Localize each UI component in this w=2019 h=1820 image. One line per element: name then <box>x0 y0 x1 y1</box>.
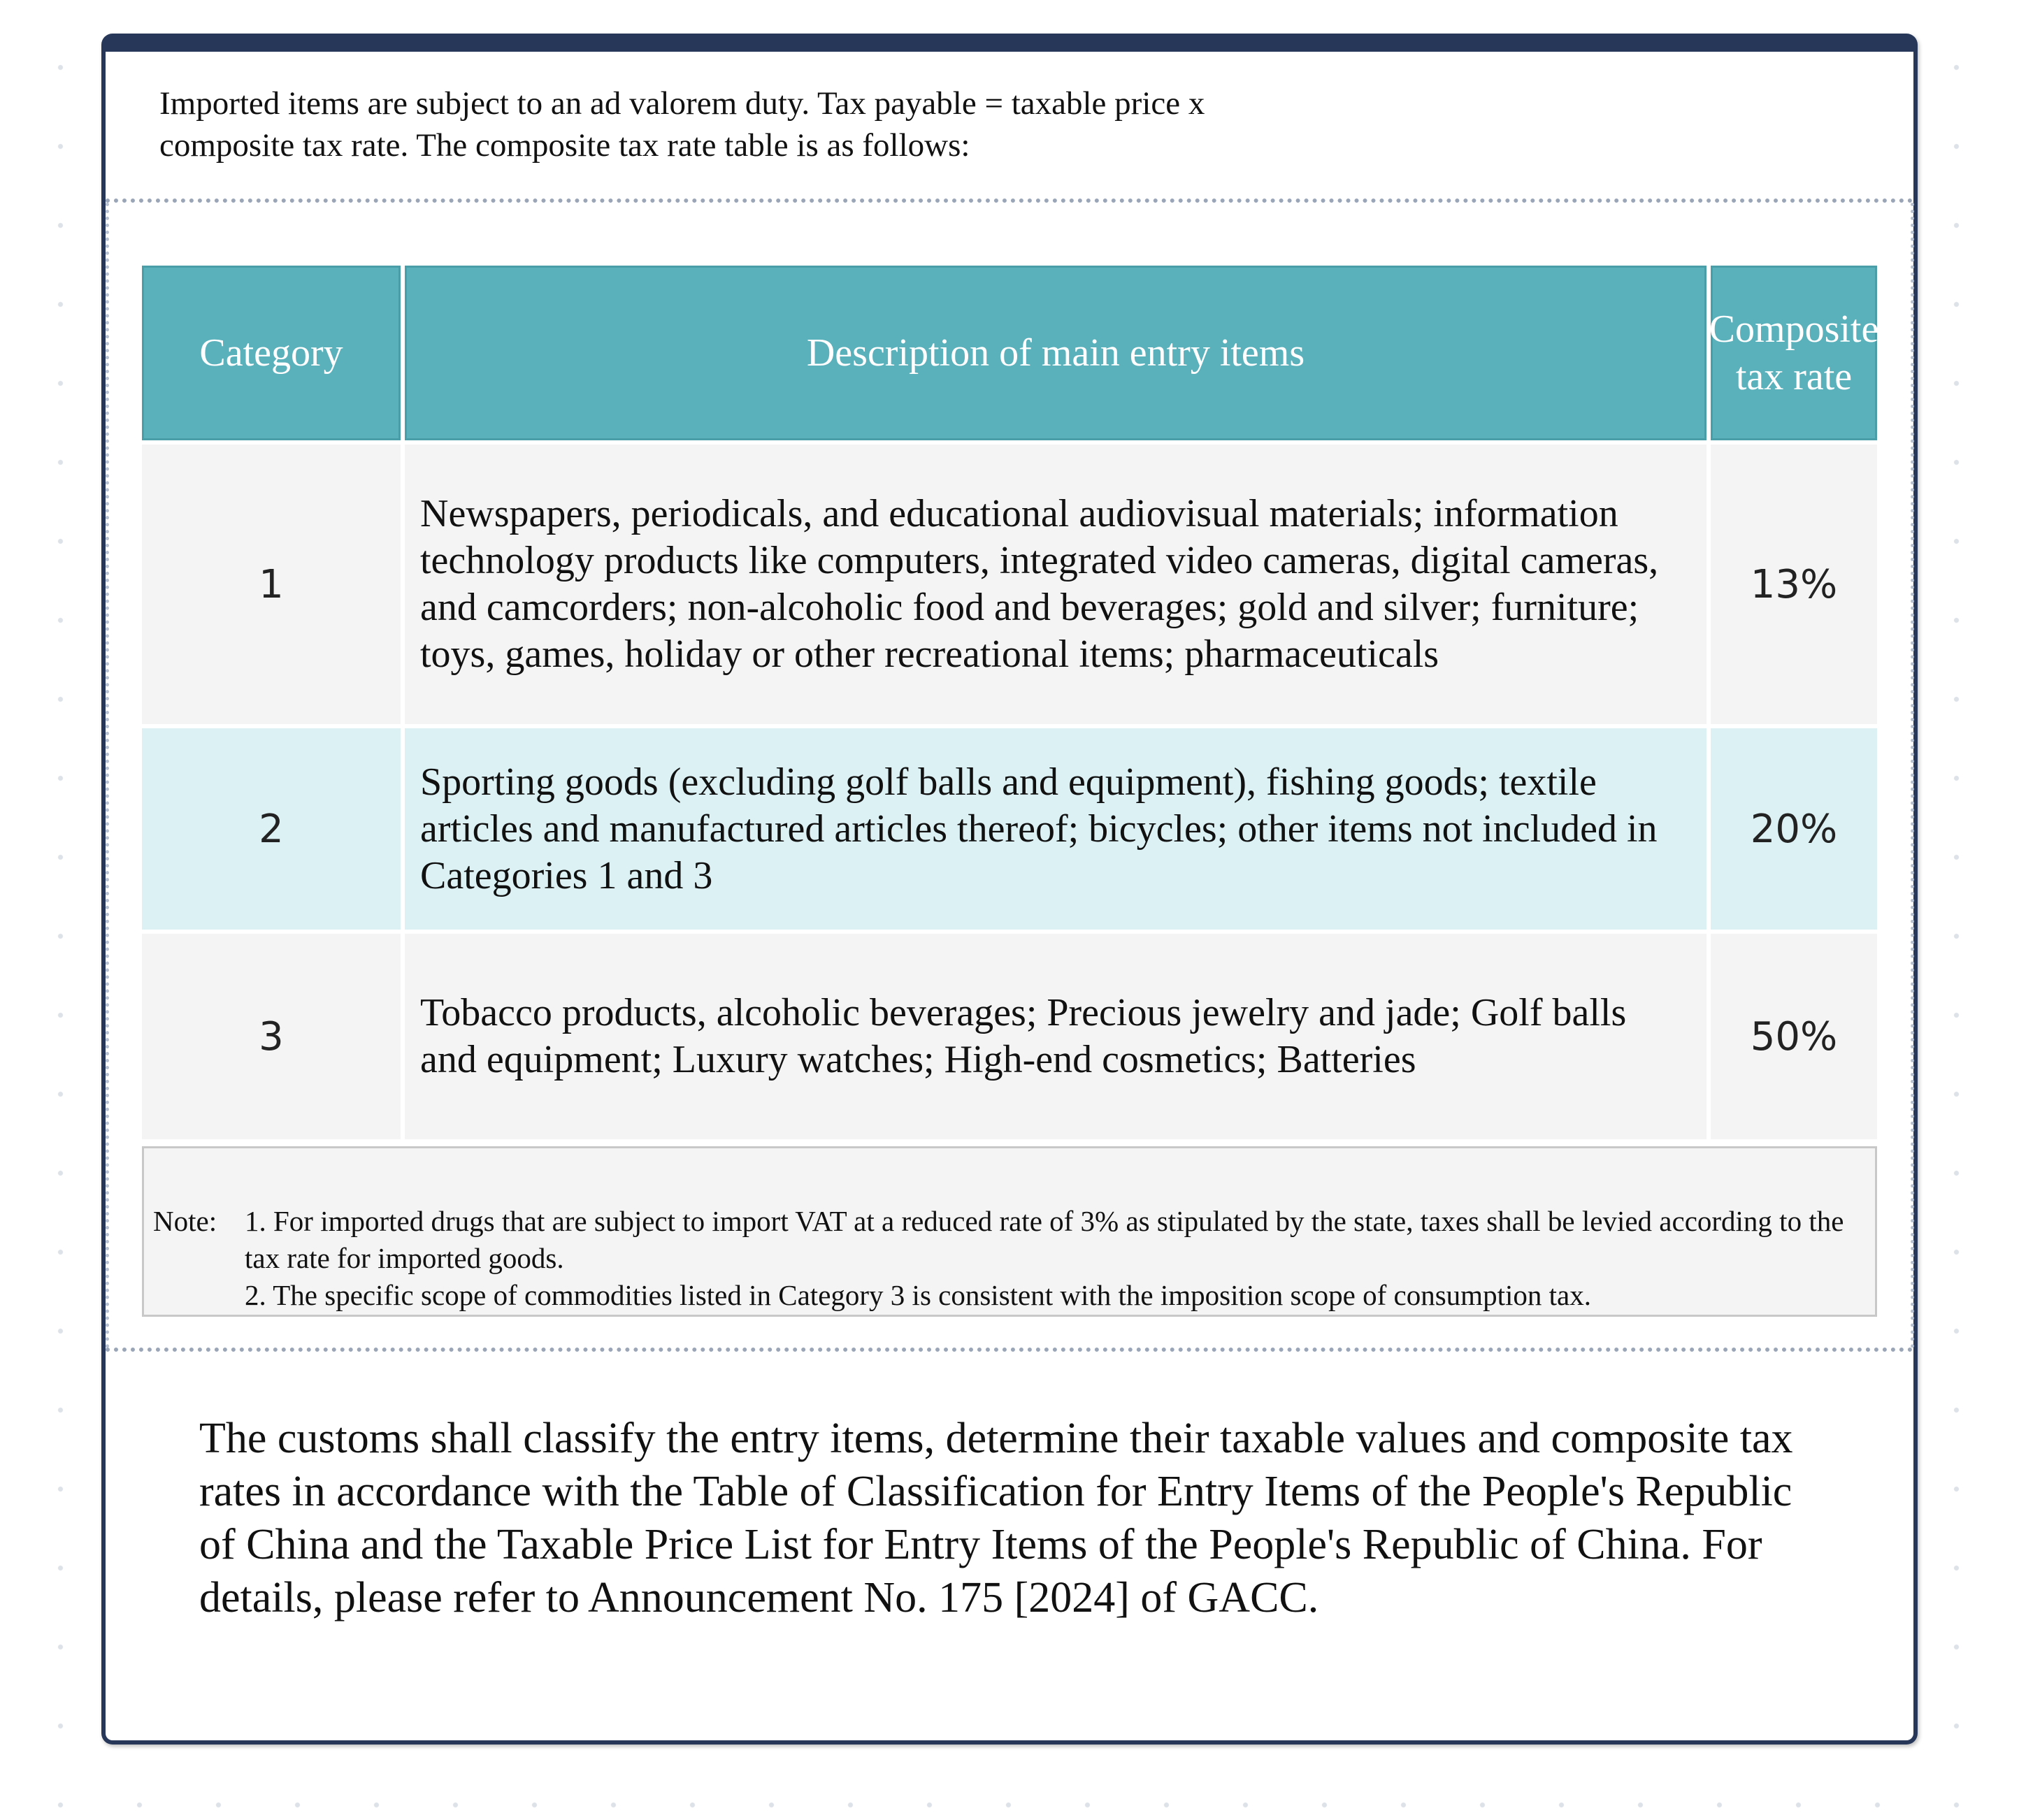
row-1-category: 1 <box>142 445 401 724</box>
intro-text: Imported items are subject to an ad valorem duty. Tax payable = taxable price x composite tax rate. The composite tax rate table is as follows: <box>159 85 1205 164</box>
row-1-description: Newspapers, periodicals, and educational audiovisual materials; information technology products like computers, integrated video cameras, digital cameras, and camcorders; non-alcoholic food and beverages; gold and silver; furniture; toys, games, holiday or other recreational items; pharmaceuticals <box>405 445 1707 724</box>
header-category: Category <box>142 266 401 440</box>
row-1-rate: 13% <box>1711 445 1877 724</box>
header-rate: Composite tax rate <box>1711 266 1877 440</box>
row-3-category: 3 <box>142 934 401 1139</box>
header-description: Description of main entry items <box>405 266 1707 440</box>
note-item-1: 1. For imported drugs that are subject to import VAT at a reduced rate of 3% as stipulated by the state, taxes shall be levied according to the tax rate for imported goods. <box>245 1205 1844 1274</box>
dotted-border-right <box>1911 203 1914 1349</box>
row-3-rate: 50% <box>1711 934 1877 1139</box>
closing-paragraph: The customs shall classify the entry items, determine their taxable values and composite tax rates in accordance with the Table of Classification for Entry Items of the People's Republic of China and the Taxable Price List for Entry Items of the People's Republic of China. For details, please refer to Announcement No. 175 [2024] of GACC. <box>199 1415 1793 1622</box>
table-note <box>142 1146 1877 1317</box>
note-label: Note: <box>153 1205 217 1237</box>
note-item-2: 2. The specific scope of commodities listed in Category 3 is consistent with the imposition scope of consumption tax. <box>245 1279 1591 1311</box>
row-2-category: 2 <box>142 728 401 930</box>
row-2-rate: 20% <box>1711 728 1877 930</box>
dotted-divider-bottom <box>106 1348 1913 1352</box>
row-2-description: Sporting goods (excluding golf balls and equipment), fishing goods; textile articles and manufactured articles thereof; bicycles; other items not included in Categories 1 and 3 <box>405 728 1707 930</box>
dotted-divider-top <box>106 198 1913 203</box>
row-3-description: Tobacco products, alcoholic beverages; Precious jewelry and jade; Golf balls and equipment; Luxury watches; High-end cosmetics; Batteries <box>405 934 1707 1139</box>
dotted-border-left <box>106 203 109 1349</box>
